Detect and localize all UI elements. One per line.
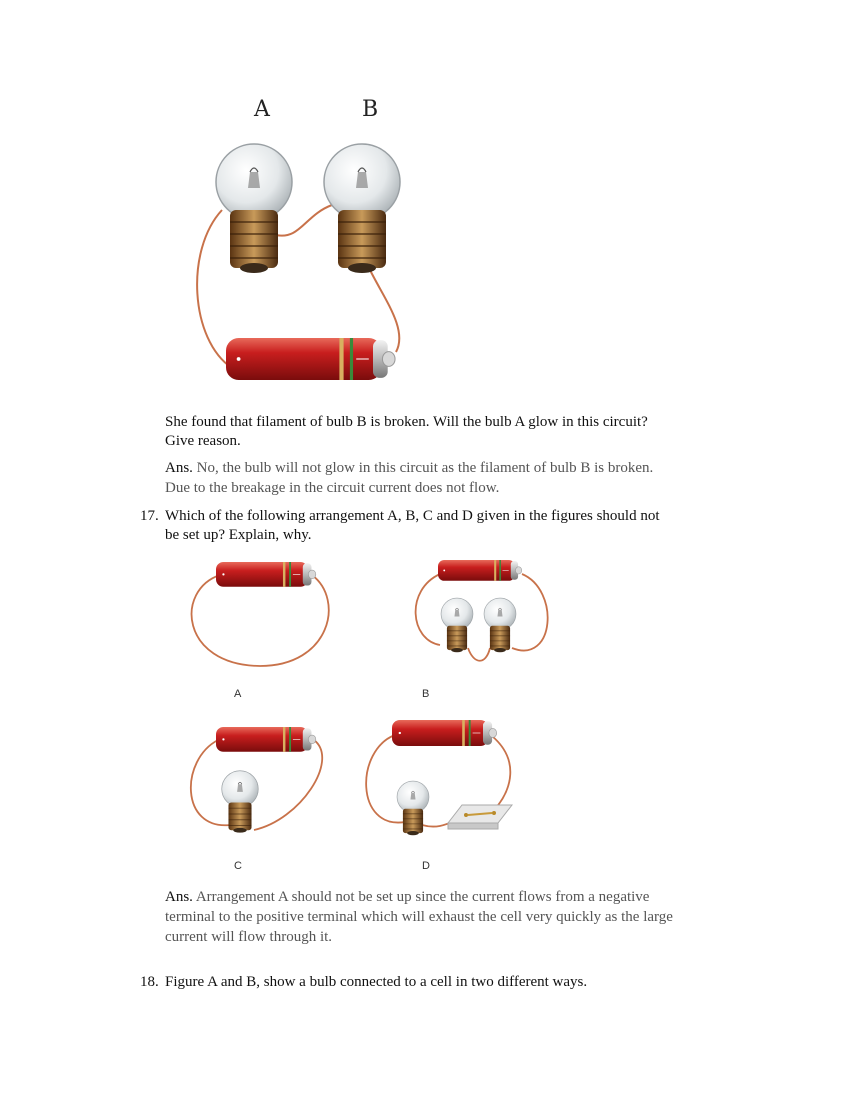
q17-answer-label: Ans. (165, 889, 193, 905)
q16-answer-line2: Due to the breakage in the circuit current does not flow. (165, 480, 500, 496)
figure2-label-c: C (234, 860, 242, 872)
q16-question-line1: She found that filament of bulb B is broken. Will the bulb A glow in this circuit? (165, 414, 648, 430)
figure2-label-b: B (422, 688, 430, 700)
figure2-label-a: A (234, 688, 242, 700)
q17-question-line1: Which of the following arrangement A, B, C and D given in the figures should not (165, 508, 660, 524)
q18-number: 18. (140, 974, 159, 990)
q17-question-line2: be set up? Explain, why. (165, 527, 312, 543)
q16-answer-text1: No, the bulb will not glow in this circuit as the filament of bulb B is broken. (192, 460, 654, 476)
q18-question-line1: Figure A and B, show a bulb connected to a cell in two different ways. (165, 974, 588, 990)
q17-answer-line3: current will flow through it. (165, 929, 333, 945)
q16-question-line2: Give reason. (165, 433, 241, 449)
figure1-label-a: A (254, 97, 270, 122)
q17-answer-text1: Arrangement A should not be set up since the current flows from a negative (192, 889, 650, 905)
q17-answer-line1 (165, 888, 785, 907)
figure1-label-b: B (362, 97, 379, 122)
q17-answer-line2: terminal to the positive terminal which will exhaust the cell very quickly as the large (165, 909, 673, 925)
q17-number: 17. (140, 508, 159, 524)
q16-answer-label: Ans. (165, 460, 193, 476)
figure2-label-d: D (422, 860, 430, 872)
